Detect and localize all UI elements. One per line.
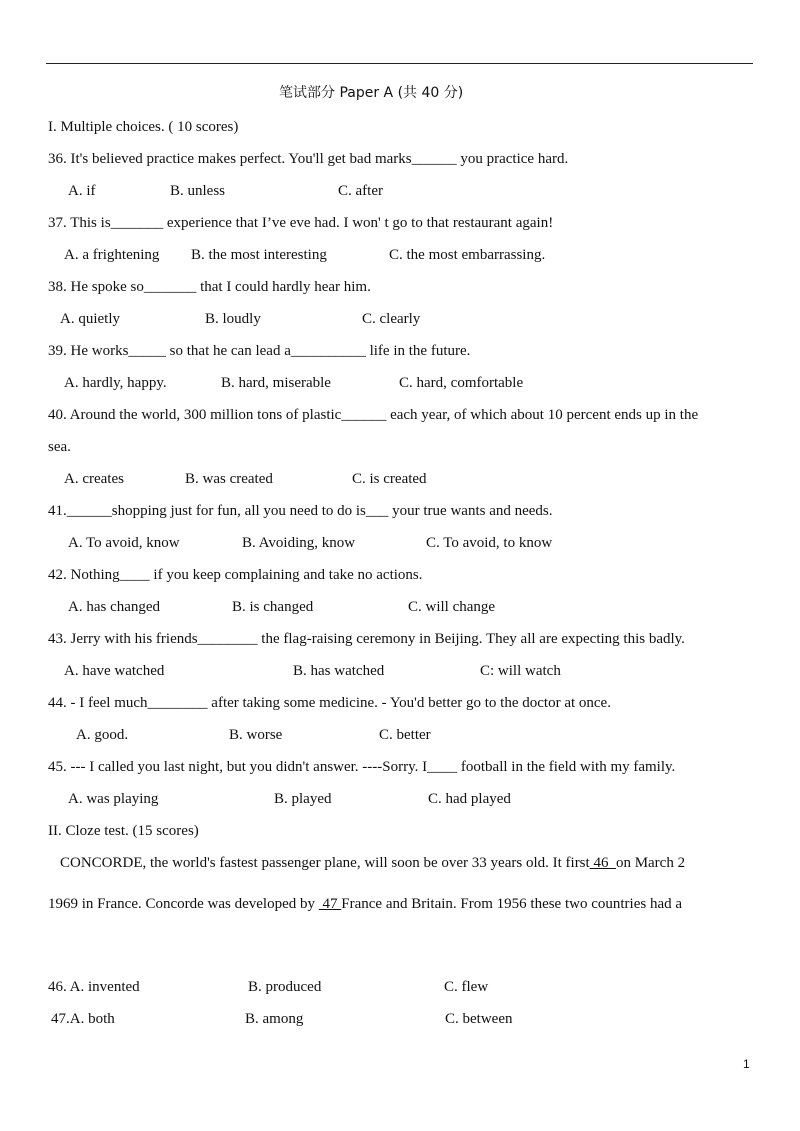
cloze-blank-47: 47	[318, 896, 342, 912]
option-c: C. had played	[428, 791, 511, 807]
option-b: B. the most interesting	[191, 247, 327, 263]
question-stem: 39. He works_____ so that he can lead a__________ life in the future.	[48, 343, 471, 359]
option-b: B. is changed	[232, 599, 314, 615]
question-stem-continued: sea.	[48, 439, 71, 455]
option-c: C. hard, comfortable	[399, 375, 524, 391]
cloze-text: 1969 in France. Concorde was developed by	[48, 896, 319, 912]
page-title: 笔试部分 Paper A (共 40 分)	[279, 85, 464, 101]
section-2-heading: II. Cloze test. (15 scores)	[48, 823, 199, 839]
option-b: B. Avoiding, know	[242, 535, 356, 551]
option-a: A. if	[68, 183, 96, 199]
option-a: A. good.	[76, 727, 129, 743]
option-c: C. will change	[408, 599, 496, 615]
header-rule	[46, 63, 753, 64]
question-stem: 37. This is_______ experience that I’ve eve had. I won' t go to that restaurant again!	[48, 215, 554, 231]
option-c: C: will watch	[480, 663, 561, 679]
option-c: C. after	[338, 183, 383, 199]
cloze-46-option-c: C. flew	[444, 979, 489, 995]
option-c: C. clearly	[362, 311, 421, 327]
cloze-text: CONCORDE, the world's fastest passenger plane, will soon be over 33 years old. It first	[60, 855, 590, 871]
option-c: C. better	[379, 727, 431, 743]
cloze-47-option-c: C. between	[445, 1011, 513, 1027]
section-1-heading: I. Multiple choices. ( 10 scores)	[48, 119, 239, 135]
option-a: A. has changed	[68, 599, 161, 615]
option-c: C. the most embarrassing.	[389, 247, 546, 263]
option-b: B. worse	[229, 727, 283, 743]
option-a: A. a frightening	[64, 247, 160, 263]
question-stem: 36. It's believed practice makes perfect. You'll get bad marks______ you practice hard.	[48, 151, 569, 167]
option-b: B. unless	[170, 183, 226, 199]
option-a: A. To avoid, know	[68, 535, 180, 551]
option-a: A. have watched	[64, 663, 165, 679]
cloze-46-option-a: 46. A. invented	[48, 979, 140, 995]
question-stem: 45. --- I called you last night, but you didn't answer. ----Sorry. I____ football in the field with my family.	[48, 759, 676, 775]
cloze-blank-46: 46	[589, 855, 616, 871]
option-c: C. is created	[352, 471, 427, 487]
question-stem: 38. He spoke so_______ that I could hardly hear him.	[48, 279, 371, 295]
option-a: A. creates	[64, 471, 124, 487]
option-a: A. was playing	[68, 791, 159, 807]
cloze-47-option-b: B. among	[245, 1011, 304, 1027]
question-stem: 44. - I feel much________ after taking some medicine. - You'd better go to the doctor at once.	[48, 695, 611, 711]
question-stem: 41.______shopping just for fun, all you need to do is___ your true wants and needs.	[48, 503, 553, 519]
option-a: A. quietly	[60, 311, 120, 327]
option-b: B. was created	[185, 471, 273, 487]
cloze-46-option-b: B. produced	[248, 979, 322, 995]
option-b: B. loudly	[205, 311, 261, 327]
option-b: B. has watched	[293, 663, 385, 679]
question-stem: 43. Jerry with his friends________ the flag-raising ceremony in Beijing. They all are expecting this badly.	[48, 631, 685, 647]
option-b: B. hard, miserable	[221, 375, 331, 391]
page-number: 1	[743, 1057, 750, 1071]
cloze-line-2	[48, 895, 682, 913]
cloze-line-1	[60, 854, 685, 872]
cloze-text: on March 2	[615, 855, 686, 871]
option-c: C. To avoid, to know	[426, 535, 553, 551]
cloze-47-option-a: 47.A. both	[51, 1011, 115, 1027]
option-b: B. played	[274, 791, 332, 807]
cloze-text: France and Britain. From 1956 these two countries had a	[341, 896, 683, 912]
question-stem: 42. Nothing____ if you keep complaining and take no actions.	[48, 567, 423, 583]
question-stem: 40. Around the world, 300 million tons of plastic______ each year, of which about 10 percent ends up in the	[48, 407, 699, 423]
option-a: A. hardly, happy.	[64, 375, 167, 391]
